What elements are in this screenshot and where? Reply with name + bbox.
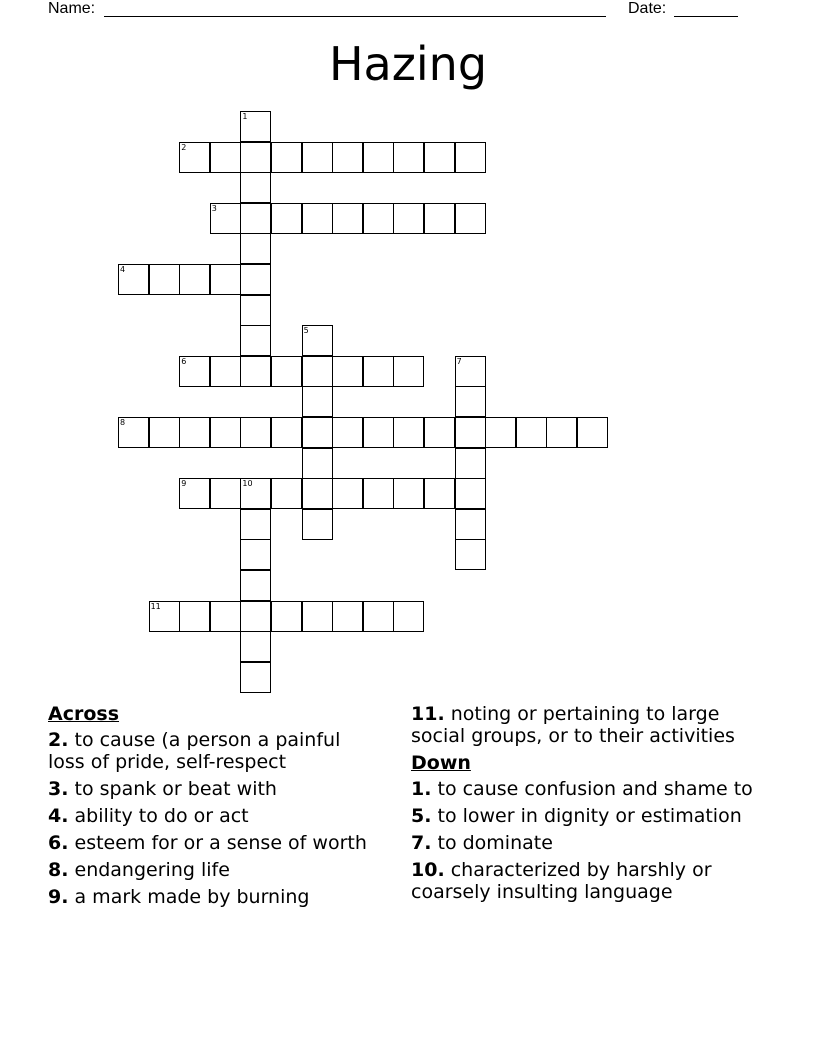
puzzle-title: Hazing <box>328 37 488 91</box>
grid-cell[interactable] <box>240 478 271 509</box>
grid-cell[interactable] <box>179 356 210 387</box>
grid-cell[interactable] <box>118 417 149 448</box>
grid-cell[interactable] <box>240 631 271 662</box>
clue-number: 3 <box>211 203 217 213</box>
clue-across-4: 4. ability to do or act <box>48 805 249 827</box>
grid-cell[interactable] <box>332 356 363 387</box>
grid-cell[interactable] <box>149 417 180 448</box>
grid-cell[interactable] <box>302 142 333 173</box>
grid-cell[interactable] <box>546 417 577 448</box>
date-label: Date: <box>628 0 667 17</box>
grid-cell[interactable] <box>271 203 302 234</box>
grid-cell[interactable] <box>455 142 486 173</box>
grid-cell[interactable] <box>271 417 302 448</box>
grid-cell[interactable] <box>179 417 210 448</box>
clue-number: 6 <box>181 356 187 366</box>
grid-cell[interactable] <box>424 417 455 448</box>
clue-across-11: 11. noting or pertaining to large social groups, or to their activities <box>411 703 735 747</box>
clue-across-3: 3. to spank or beat with <box>48 778 277 800</box>
clue-number: 7 <box>456 356 462 366</box>
grid-cell[interactable] <box>149 601 180 632</box>
grid-cell[interactable] <box>240 142 271 173</box>
grid-cell[interactable] <box>210 601 241 632</box>
grid-cell[interactable] <box>302 509 333 540</box>
grid-cell[interactable] <box>577 417 608 448</box>
grid-cell[interactable] <box>332 142 363 173</box>
grid-cell[interactable] <box>393 417 424 448</box>
clue-number: 11 <box>150 601 161 611</box>
grid-cell[interactable] <box>363 356 394 387</box>
grid-cell[interactable] <box>393 356 424 387</box>
grid-cell[interactable] <box>240 356 271 387</box>
grid-cell[interactable] <box>516 417 547 448</box>
grid-cell[interactable] <box>240 570 271 601</box>
clue-number: 9 <box>181 479 187 489</box>
clues-right-column <box>411 700 771 908</box>
grid-cell[interactable] <box>455 203 486 234</box>
grid-cell[interactable] <box>363 142 394 173</box>
clue-number: 8 <box>120 418 126 427</box>
grid-cell[interactable] <box>302 325 333 356</box>
grid-cell[interactable] <box>332 203 363 234</box>
clue-number: 10 <box>242 479 253 489</box>
clue-across-9: 9. a mark made by burning <box>48 886 310 908</box>
grid-cell[interactable] <box>179 264 210 295</box>
grid-cell[interactable] <box>179 601 210 632</box>
grid-cell[interactable] <box>240 203 271 234</box>
grid-cell[interactable] <box>210 417 241 448</box>
grid-cell[interactable] <box>271 601 302 632</box>
clue-number: 2 <box>181 142 187 152</box>
grid-cell[interactable] <box>240 295 271 326</box>
grid-cell[interactable] <box>210 264 241 295</box>
grid-cell[interactable] <box>240 325 271 356</box>
clue-across-2: 2. to cause (a person a painful loss of pride, self-respect <box>48 729 341 773</box>
grid-cell[interactable] <box>455 356 486 387</box>
grid-cell[interactable] <box>118 264 149 295</box>
clue-across-8: 8. endangering life <box>48 859 230 881</box>
grid-cell[interactable] <box>424 142 455 173</box>
grid-cell[interactable] <box>332 417 363 448</box>
grid-cell[interactable] <box>240 662 271 693</box>
grid-cell[interactable] <box>363 478 394 509</box>
grid-cell[interactable] <box>302 203 333 234</box>
grid-cell[interactable] <box>240 539 271 570</box>
clue-down-10: 10. characterized by harshly or coarsely insulting language <box>411 859 712 903</box>
clue-number: 1 <box>242 112 248 121</box>
clue-down-7: 7. to dominate <box>411 832 553 854</box>
grid-cell[interactable] <box>393 478 424 509</box>
grid-cell[interactable] <box>485 417 516 448</box>
grid-cell[interactable] <box>302 478 333 509</box>
grid-cell[interactable] <box>240 233 271 264</box>
grid-cell[interactable] <box>424 203 455 234</box>
grid-cell[interactable] <box>363 417 394 448</box>
clue-down-1: 1. to cause confusion and shame to <box>411 778 753 800</box>
grid-cell[interactable] <box>240 509 271 540</box>
clue-number: 5 <box>303 326 309 336</box>
grid-cell[interactable] <box>240 172 271 203</box>
grid-cell[interactable] <box>424 478 455 509</box>
grid-cell[interactable] <box>393 142 424 173</box>
grid-cell[interactable] <box>455 539 486 570</box>
grid-cell[interactable] <box>363 203 394 234</box>
grid-cell[interactable] <box>332 478 363 509</box>
grid-cell[interactable] <box>240 264 271 295</box>
grid-cell[interactable] <box>271 356 302 387</box>
grid-cell[interactable] <box>455 509 486 540</box>
grid-cell[interactable] <box>455 417 486 448</box>
clue-across-6: 6. esteem for or a sense of worth <box>48 832 367 854</box>
grid-cell[interactable] <box>210 478 241 509</box>
grid-cell[interactable] <box>210 356 241 387</box>
grid-cell[interactable] <box>179 478 210 509</box>
grid-cell[interactable] <box>240 417 271 448</box>
grid-cell[interactable] <box>302 601 333 632</box>
grid-cell[interactable] <box>455 478 486 509</box>
clue-number: 4 <box>120 265 126 274</box>
grid-cell[interactable] <box>302 356 333 387</box>
grid-cell[interactable] <box>302 448 333 479</box>
grid-cell[interactable] <box>271 478 302 509</box>
grid-cell[interactable] <box>210 203 241 234</box>
grid-cell[interactable] <box>332 601 363 632</box>
down-heading: Down <box>411 752 471 774</box>
grid-cell[interactable] <box>210 142 241 173</box>
grid-cell[interactable] <box>302 417 333 448</box>
grid-cell[interactable] <box>271 142 302 173</box>
grid-cell[interactable] <box>179 142 210 173</box>
grid-cell[interactable] <box>363 601 394 632</box>
name-label: Name: <box>48 0 96 17</box>
grid-cell[interactable] <box>393 203 424 234</box>
grid-cell[interactable] <box>455 386 486 417</box>
across-heading: Across <box>48 703 120 725</box>
clues-left-column <box>48 700 378 913</box>
grid-cell[interactable] <box>240 111 271 142</box>
clue-down-5: 5. to lower in dignity or estimation <box>411 805 742 827</box>
grid-cell[interactable] <box>240 601 271 632</box>
grid-cell[interactable] <box>455 448 486 479</box>
grid-cell[interactable] <box>302 386 333 417</box>
grid-cell[interactable] <box>393 601 424 632</box>
grid-cell[interactable] <box>149 264 180 295</box>
